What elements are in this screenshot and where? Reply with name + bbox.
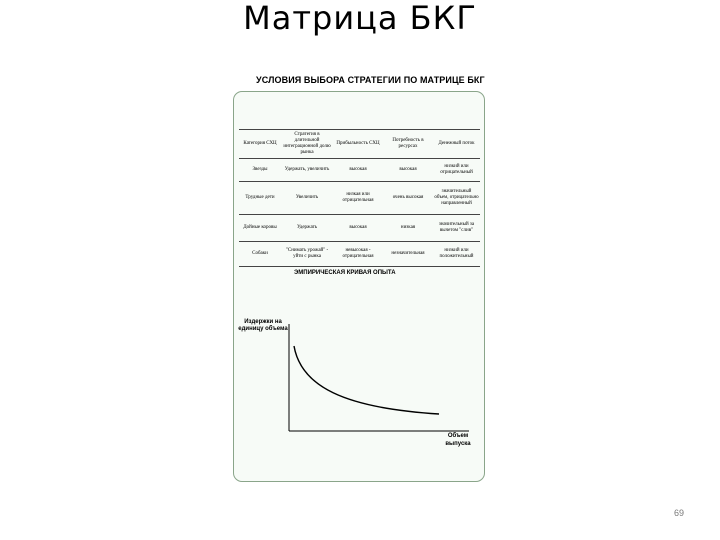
table-row [239,182,480,215]
table-cell-profitability: высокая [333,215,383,242]
table-row [239,159,480,182]
table-header-cell: Прибыльность СХЦ [333,130,383,159]
table-header-cell: Потребность в ресурсах [383,130,433,159]
y-axis-label: Издержки на единицу объема [238,319,288,332]
table-cell-strategy: Удержать [281,215,333,242]
table-row [239,242,480,267]
curve-heading: ЭМПИРИЧЕСКАЯ КРИВАЯ ОПЫТА [294,270,396,276]
slide-title: Матрица БКГ [243,0,477,37]
table-header-row [239,130,480,159]
table-cell-profitability: высокая [333,159,383,182]
table-cell-category: Собаки [239,242,281,267]
table-cell-profitability: невысокая - отрицательная [333,242,383,267]
table-cell-strategy: Удержать, увеличить [281,159,333,182]
page-number: 69 [673,508,684,518]
table-cell-cashflow: значительный объем, отрицательно направленный [433,182,480,215]
table-cell-strategy: Увеличить [281,182,333,215]
x-axis-label: Объем выпуска [445,433,471,447]
table-header-cell: Стратегия в длительной интеграционной долю рынка [281,130,333,159]
table-cell-cashflow: низкий или отрицательный [433,159,480,182]
table-header-cell: Категория СХЦ [239,130,281,159]
table-cell-strategy: "Снимать урожай" - уйти с рынка [281,242,333,267]
table-cell-resources: незначительная [383,242,433,267]
bcg-strategy-table [239,129,480,267]
table-cell-category: Звезды [239,159,281,182]
table-row [239,215,480,242]
table-cell-profitability: низкая или отрицательная [333,182,383,215]
experience-curve-line [294,346,439,414]
table-cell-category: Трудные дети [239,182,281,215]
table-cell-resources: низкая [383,215,433,242]
figure-heading: УСЛОВИЯ ВЫБОРА СТРАТЕГИИ ПО МАТРИЦЕ БКГ [256,75,485,85]
table-header-cell: Денежный поток [433,130,480,159]
table-cell-resources: высокая [383,159,433,182]
table-cell-category: Дойные коровы [239,215,281,242]
table-cell-cashflow: низкий или положительный [433,242,480,267]
table-cell-resources: очень высокая [383,182,433,215]
table-cell-cashflow: значительный за вычетом "слив" [433,215,480,242]
